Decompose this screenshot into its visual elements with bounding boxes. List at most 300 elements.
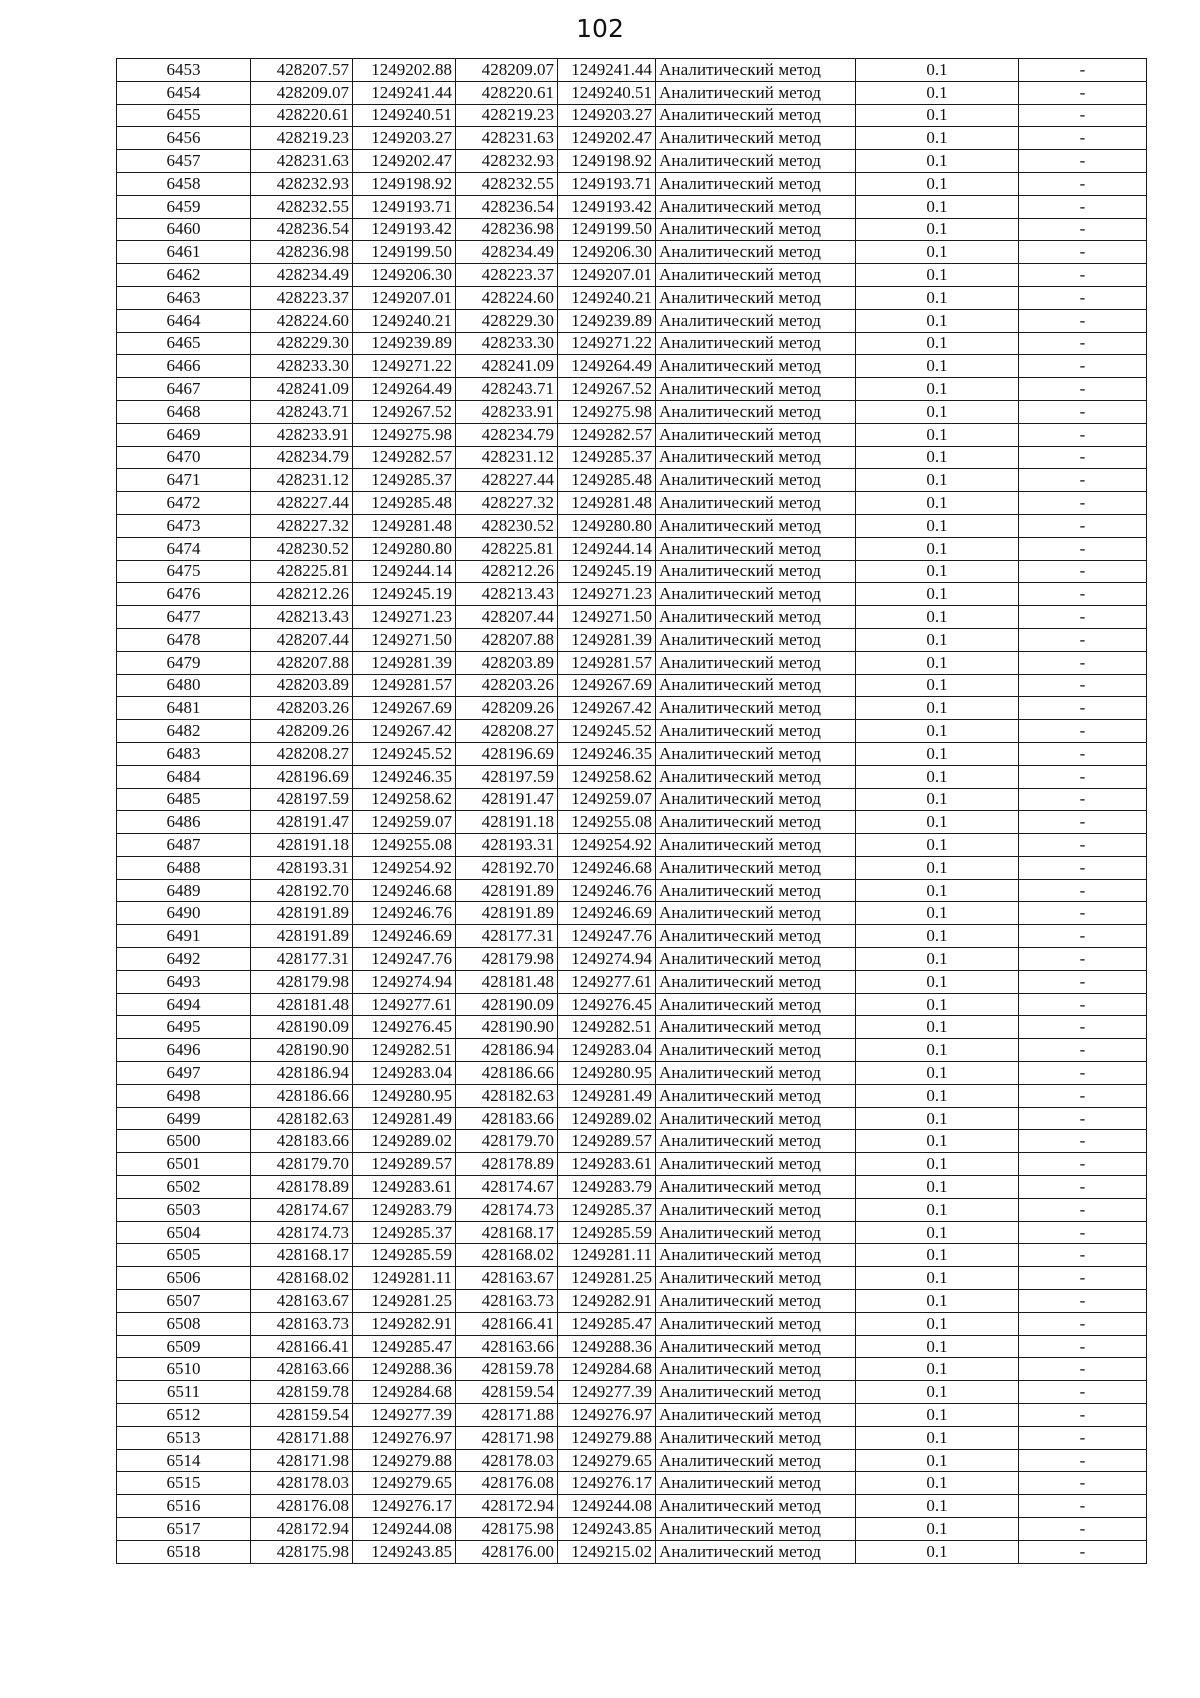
- note-cell: -: [1019, 195, 1147, 218]
- x-end-cell: 428209.07: [456, 59, 558, 82]
- table-row: [117, 834, 1147, 857]
- method-cell: Аналитический метод: [656, 241, 856, 264]
- y-end-cell: 1249277.39: [558, 1381, 656, 1404]
- y-end-cell: 1249281.25: [558, 1267, 656, 1290]
- table-row: [117, 218, 1147, 241]
- x-end-cell: 428168.17: [456, 1221, 558, 1244]
- x-start-cell: 428172.94: [251, 1518, 353, 1541]
- method-cell: Аналитический метод: [656, 1540, 856, 1563]
- method-cell: Аналитический метод: [656, 1335, 856, 1358]
- note-cell: -: [1019, 1540, 1147, 1563]
- y-end-cell: 1249246.76: [558, 879, 656, 902]
- method-cell: Аналитический метод: [656, 1016, 856, 1039]
- y-end-cell: 1249264.49: [558, 355, 656, 378]
- note-cell: -: [1019, 1472, 1147, 1495]
- y-end-cell: 1249267.69: [558, 674, 656, 697]
- x-end-cell: 428203.89: [456, 651, 558, 674]
- accuracy-cell: 0.1: [856, 1084, 1019, 1107]
- coordinates-table: [116, 58, 1147, 1564]
- table-row: [117, 1016, 1147, 1039]
- method-cell: Аналитический метод: [656, 560, 856, 583]
- point-number-cell: 6488: [117, 856, 251, 879]
- point-number-cell: 6513: [117, 1426, 251, 1449]
- table-row: [117, 172, 1147, 195]
- x-end-cell: 428159.78: [456, 1358, 558, 1381]
- method-cell: Аналитический метод: [656, 811, 856, 834]
- x-end-cell: 428220.61: [456, 81, 558, 104]
- y-end-cell: 1249259.07: [558, 788, 656, 811]
- y-start-cell: 1249271.22: [353, 355, 456, 378]
- method-cell: Аналитический метод: [656, 1244, 856, 1267]
- x-end-cell: 428213.43: [456, 583, 558, 606]
- method-cell: Аналитический метод: [656, 1449, 856, 1472]
- point-number-cell: 6492: [117, 948, 251, 971]
- accuracy-cell: 0.1: [856, 1039, 1019, 1062]
- method-cell: Аналитический метод: [656, 1084, 856, 1107]
- method-cell: Аналитический метод: [656, 628, 856, 651]
- method-cell: Аналитический метод: [656, 355, 856, 378]
- table-row: [117, 1084, 1147, 1107]
- note-cell: -: [1019, 378, 1147, 401]
- point-number-cell: 6464: [117, 309, 251, 332]
- x-end-cell: 428225.81: [456, 537, 558, 560]
- table-row: [117, 286, 1147, 309]
- method-cell: Аналитический метод: [656, 1472, 856, 1495]
- x-start-cell: 428178.03: [251, 1472, 353, 1495]
- point-number-cell: 6472: [117, 492, 251, 515]
- point-number-cell: 6500: [117, 1130, 251, 1153]
- point-number-cell: 6474: [117, 537, 251, 560]
- accuracy-cell: 0.1: [856, 1130, 1019, 1153]
- point-number-cell: 6460: [117, 218, 251, 241]
- accuracy-cell: 0.1: [856, 1198, 1019, 1221]
- note-cell: -: [1019, 59, 1147, 82]
- note-cell: -: [1019, 446, 1147, 469]
- y-start-cell: 1249246.68: [353, 879, 456, 902]
- x-end-cell: 428234.79: [456, 423, 558, 446]
- note-cell: -: [1019, 286, 1147, 309]
- method-cell: Аналитический метод: [656, 537, 856, 560]
- note-cell: -: [1019, 1062, 1147, 1085]
- y-start-cell: 1249280.95: [353, 1084, 456, 1107]
- method-cell: Аналитический метод: [656, 469, 856, 492]
- x-end-cell: 428227.44: [456, 469, 558, 492]
- y-start-cell: 1249243.85: [353, 1540, 456, 1563]
- y-start-cell: 1249280.80: [353, 537, 456, 560]
- table-row: [117, 492, 1147, 515]
- accuracy-cell: 0.1: [856, 674, 1019, 697]
- accuracy-cell: 0.1: [856, 1107, 1019, 1130]
- y-end-cell: 1249267.42: [558, 697, 656, 720]
- y-end-cell: 1249246.35: [558, 742, 656, 765]
- note-cell: -: [1019, 104, 1147, 127]
- x-start-cell: 428232.93: [251, 172, 353, 195]
- note-cell: -: [1019, 81, 1147, 104]
- x-start-cell: 428179.98: [251, 970, 353, 993]
- x-end-cell: 428175.98: [456, 1518, 558, 1541]
- x-start-cell: 428179.70: [251, 1153, 353, 1176]
- x-end-cell: 428179.70: [456, 1130, 558, 1153]
- point-number-cell: 6507: [117, 1290, 251, 1313]
- x-end-cell: 428182.63: [456, 1084, 558, 1107]
- accuracy-cell: 0.1: [856, 1540, 1019, 1563]
- y-start-cell: 1249206.30: [353, 264, 456, 287]
- x-start-cell: 428191.18: [251, 834, 353, 857]
- method-cell: Аналитический метод: [656, 59, 856, 82]
- y-start-cell: 1249283.79: [353, 1198, 456, 1221]
- x-start-cell: 428203.26: [251, 697, 353, 720]
- y-start-cell: 1249239.89: [353, 332, 456, 355]
- x-end-cell: 428176.08: [456, 1472, 558, 1495]
- note-cell: -: [1019, 879, 1147, 902]
- note-cell: -: [1019, 1084, 1147, 1107]
- point-number-cell: 6468: [117, 400, 251, 423]
- x-start-cell: 428234.49: [251, 264, 353, 287]
- table-row: [117, 628, 1147, 651]
- method-cell: Аналитический метод: [656, 1267, 856, 1290]
- table-row: [117, 1176, 1147, 1199]
- y-end-cell: 1249198.92: [558, 150, 656, 173]
- table-row: [117, 742, 1147, 765]
- table-row: [117, 697, 1147, 720]
- x-start-cell: 428174.73: [251, 1221, 353, 1244]
- point-number-cell: 6455: [117, 104, 251, 127]
- table-row: [117, 264, 1147, 287]
- accuracy-cell: 0.1: [856, 628, 1019, 651]
- x-start-cell: 428219.23: [251, 127, 353, 150]
- accuracy-cell: 0.1: [856, 925, 1019, 948]
- x-start-cell: 428231.12: [251, 469, 353, 492]
- x-start-cell: 428166.41: [251, 1335, 353, 1358]
- note-cell: -: [1019, 469, 1147, 492]
- y-start-cell: 1249281.57: [353, 674, 456, 697]
- y-start-cell: 1249277.39: [353, 1404, 456, 1427]
- y-end-cell: 1249247.76: [558, 925, 656, 948]
- y-end-cell: 1249285.48: [558, 469, 656, 492]
- x-end-cell: 428186.94: [456, 1039, 558, 1062]
- x-start-cell: 428227.44: [251, 492, 353, 515]
- accuracy-cell: 0.1: [856, 1153, 1019, 1176]
- y-end-cell: 1249282.57: [558, 423, 656, 446]
- y-end-cell: 1249281.48: [558, 492, 656, 515]
- x-start-cell: 428181.48: [251, 993, 353, 1016]
- method-cell: Аналитический метод: [656, 1039, 856, 1062]
- point-number-cell: 6463: [117, 286, 251, 309]
- y-start-cell: 1249202.47: [353, 150, 456, 173]
- accuracy-cell: 0.1: [856, 104, 1019, 127]
- x-start-cell: 428243.71: [251, 400, 353, 423]
- y-start-cell: 1249240.51: [353, 104, 456, 127]
- x-start-cell: 428191.89: [251, 902, 353, 925]
- x-start-cell: 428171.88: [251, 1426, 353, 1449]
- method-cell: Аналитический метод: [656, 583, 856, 606]
- y-end-cell: 1249244.08: [558, 1495, 656, 1518]
- method-cell: Аналитический метод: [656, 1381, 856, 1404]
- y-start-cell: 1249246.69: [353, 925, 456, 948]
- point-number-cell: 6509: [117, 1335, 251, 1358]
- y-end-cell: 1249285.37: [558, 1198, 656, 1221]
- x-end-cell: 428232.93: [456, 150, 558, 173]
- y-start-cell: 1249279.65: [353, 1472, 456, 1495]
- note-cell: -: [1019, 811, 1147, 834]
- point-number-cell: 6505: [117, 1244, 251, 1267]
- method-cell: Аналитический метод: [656, 1153, 856, 1176]
- accuracy-cell: 0.1: [856, 514, 1019, 537]
- table-row: [117, 469, 1147, 492]
- x-start-cell: 428241.09: [251, 378, 353, 401]
- point-number-cell: 6506: [117, 1267, 251, 1290]
- note-cell: -: [1019, 856, 1147, 879]
- table-row: [117, 1107, 1147, 1130]
- y-start-cell: 1249241.44: [353, 81, 456, 104]
- method-cell: Аналитический метод: [656, 1290, 856, 1313]
- table-row: [117, 948, 1147, 971]
- note-cell: -: [1019, 834, 1147, 857]
- method-cell: Аналитический метод: [656, 309, 856, 332]
- x-start-cell: 428174.67: [251, 1198, 353, 1221]
- x-end-cell: 428219.23: [456, 104, 558, 127]
- accuracy-cell: 0.1: [856, 902, 1019, 925]
- point-number-cell: 6469: [117, 423, 251, 446]
- x-end-cell: 428183.66: [456, 1107, 558, 1130]
- y-end-cell: 1249276.45: [558, 993, 656, 1016]
- y-start-cell: 1249267.52: [353, 400, 456, 423]
- y-end-cell: 1249267.52: [558, 378, 656, 401]
- note-cell: -: [1019, 1495, 1147, 1518]
- table-row: [117, 104, 1147, 127]
- note-cell: -: [1019, 1176, 1147, 1199]
- method-cell: Аналитический метод: [656, 127, 856, 150]
- y-end-cell: 1249284.68: [558, 1358, 656, 1381]
- y-end-cell: 1249289.02: [558, 1107, 656, 1130]
- table-row: [117, 606, 1147, 629]
- x-end-cell: 428178.89: [456, 1153, 558, 1176]
- x-start-cell: 428175.98: [251, 1540, 353, 1563]
- x-end-cell: 428178.03: [456, 1449, 558, 1472]
- method-cell: Аналитический метод: [656, 1107, 856, 1130]
- point-number-cell: 6514: [117, 1449, 251, 1472]
- table-row: [117, 651, 1147, 674]
- note-cell: -: [1019, 674, 1147, 697]
- table-row: [117, 378, 1147, 401]
- table-row: [117, 720, 1147, 743]
- note-cell: -: [1019, 697, 1147, 720]
- table-row: [117, 1267, 1147, 1290]
- y-start-cell: 1249285.37: [353, 1221, 456, 1244]
- x-start-cell: 428207.44: [251, 628, 353, 651]
- x-end-cell: 428172.94: [456, 1495, 558, 1518]
- x-end-cell: 428233.30: [456, 332, 558, 355]
- note-cell: -: [1019, 1153, 1147, 1176]
- method-cell: Аналитический метод: [656, 1176, 856, 1199]
- method-cell: Аналитический метод: [656, 948, 856, 971]
- accuracy-cell: 0.1: [856, 1176, 1019, 1199]
- point-number-cell: 6470: [117, 446, 251, 469]
- point-number-cell: 6499: [117, 1107, 251, 1130]
- x-end-cell: 428212.26: [456, 560, 558, 583]
- point-number-cell: 6494: [117, 993, 251, 1016]
- note-cell: -: [1019, 765, 1147, 788]
- x-start-cell: 428191.47: [251, 811, 353, 834]
- x-end-cell: 428196.69: [456, 742, 558, 765]
- accuracy-cell: 0.1: [856, 446, 1019, 469]
- accuracy-cell: 0.1: [856, 1335, 1019, 1358]
- accuracy-cell: 0.1: [856, 811, 1019, 834]
- y-end-cell: 1249244.14: [558, 537, 656, 560]
- accuracy-cell: 0.1: [856, 241, 1019, 264]
- accuracy-cell: 0.1: [856, 1495, 1019, 1518]
- point-number-cell: 6479: [117, 651, 251, 674]
- y-start-cell: 1249245.19: [353, 583, 456, 606]
- accuracy-cell: 0.1: [856, 423, 1019, 446]
- accuracy-cell: 0.1: [856, 970, 1019, 993]
- y-start-cell: 1249277.61: [353, 993, 456, 1016]
- table-row: [117, 241, 1147, 264]
- note-cell: -: [1019, 332, 1147, 355]
- x-start-cell: 428209.07: [251, 81, 353, 104]
- accuracy-cell: 0.1: [856, 834, 1019, 857]
- x-end-cell: 428234.49: [456, 241, 558, 264]
- y-end-cell: 1249215.02: [558, 1540, 656, 1563]
- table-row: [117, 1449, 1147, 1472]
- y-end-cell: 1249193.42: [558, 195, 656, 218]
- y-start-cell: 1249244.14: [353, 560, 456, 583]
- x-start-cell: 428212.26: [251, 583, 353, 606]
- x-start-cell: 428209.26: [251, 720, 353, 743]
- x-start-cell: 428229.30: [251, 332, 353, 355]
- x-start-cell: 428182.63: [251, 1107, 353, 1130]
- method-cell: Аналитический метод: [656, 606, 856, 629]
- table-row: [117, 400, 1147, 423]
- method-cell: Аналитический метод: [656, 1312, 856, 1335]
- note-cell: -: [1019, 948, 1147, 971]
- x-end-cell: 428243.71: [456, 378, 558, 401]
- note-cell: -: [1019, 1221, 1147, 1244]
- accuracy-cell: 0.1: [856, 400, 1019, 423]
- method-cell: Аналитический метод: [656, 172, 856, 195]
- table-row: [117, 514, 1147, 537]
- accuracy-cell: 0.1: [856, 583, 1019, 606]
- x-end-cell: 428232.55: [456, 172, 558, 195]
- y-start-cell: 1249276.97: [353, 1426, 456, 1449]
- method-cell: Аналитический метод: [656, 1221, 856, 1244]
- accuracy-cell: 0.1: [856, 651, 1019, 674]
- y-end-cell: 1249246.68: [558, 856, 656, 879]
- method-cell: Аналитический метод: [656, 150, 856, 173]
- accuracy-cell: 0.1: [856, 1312, 1019, 1335]
- x-end-cell: 428233.91: [456, 400, 558, 423]
- x-end-cell: 428191.89: [456, 902, 558, 925]
- table-body: [117, 59, 1147, 1564]
- point-number-cell: 6465: [117, 332, 251, 355]
- accuracy-cell: 0.1: [856, 1404, 1019, 1427]
- y-end-cell: 1249279.88: [558, 1426, 656, 1449]
- x-start-cell: 428183.66: [251, 1130, 353, 1153]
- method-cell: Аналитический метод: [656, 378, 856, 401]
- x-start-cell: 428223.37: [251, 286, 353, 309]
- point-number-cell: 6496: [117, 1039, 251, 1062]
- table-row: [117, 879, 1147, 902]
- y-end-cell: 1249254.92: [558, 834, 656, 857]
- accuracy-cell: 0.1: [856, 1381, 1019, 1404]
- x-end-cell: 428193.31: [456, 834, 558, 857]
- note-cell: -: [1019, 1426, 1147, 1449]
- note-cell: -: [1019, 514, 1147, 537]
- point-number-cell: 6489: [117, 879, 251, 902]
- table-row: [117, 765, 1147, 788]
- note-cell: -: [1019, 925, 1147, 948]
- point-number-cell: 6516: [117, 1495, 251, 1518]
- y-start-cell: 1249283.04: [353, 1062, 456, 1085]
- x-end-cell: 428230.52: [456, 514, 558, 537]
- x-end-cell: 428186.66: [456, 1062, 558, 1085]
- table-row: [117, 970, 1147, 993]
- table-row: [117, 1244, 1147, 1267]
- note-cell: -: [1019, 150, 1147, 173]
- y-start-cell: 1249198.92: [353, 172, 456, 195]
- y-start-cell: 1249276.17: [353, 1495, 456, 1518]
- x-start-cell: 428234.79: [251, 446, 353, 469]
- y-end-cell: 1249245.19: [558, 560, 656, 583]
- x-end-cell: 428191.89: [456, 879, 558, 902]
- note-cell: -: [1019, 1312, 1147, 1335]
- point-number-cell: 6518: [117, 1540, 251, 1563]
- x-start-cell: 428171.98: [251, 1449, 353, 1472]
- x-end-cell: 428163.67: [456, 1267, 558, 1290]
- point-number-cell: 6491: [117, 925, 251, 948]
- accuracy-cell: 0.1: [856, 1221, 1019, 1244]
- y-start-cell: 1249282.91: [353, 1312, 456, 1335]
- y-start-cell: 1249271.50: [353, 628, 456, 651]
- point-number-cell: 6454: [117, 81, 251, 104]
- note-cell: -: [1019, 172, 1147, 195]
- accuracy-cell: 0.1: [856, 1426, 1019, 1449]
- table-row: [117, 583, 1147, 606]
- note-cell: -: [1019, 1267, 1147, 1290]
- method-cell: Аналитический метод: [656, 264, 856, 287]
- accuracy-cell: 0.1: [856, 81, 1019, 104]
- x-end-cell: 428176.00: [456, 1540, 558, 1563]
- x-start-cell: 428220.61: [251, 104, 353, 127]
- accuracy-cell: 0.1: [856, 1290, 1019, 1313]
- x-end-cell: 428231.63: [456, 127, 558, 150]
- x-start-cell: 428176.08: [251, 1495, 353, 1518]
- x-start-cell: 428190.09: [251, 1016, 353, 1039]
- point-number-cell: 6502: [117, 1176, 251, 1199]
- accuracy-cell: 0.1: [856, 264, 1019, 287]
- point-number-cell: 6477: [117, 606, 251, 629]
- y-end-cell: 1249283.79: [558, 1176, 656, 1199]
- x-end-cell: 428236.54: [456, 195, 558, 218]
- method-cell: Аналитический метод: [656, 902, 856, 925]
- method-cell: Аналитический метод: [656, 1358, 856, 1381]
- note-cell: -: [1019, 1381, 1147, 1404]
- x-end-cell: 428190.90: [456, 1016, 558, 1039]
- table-row: [117, 1221, 1147, 1244]
- y-start-cell: 1249285.48: [353, 492, 456, 515]
- x-end-cell: 428231.12: [456, 446, 558, 469]
- x-start-cell: 428178.89: [251, 1176, 353, 1199]
- point-number-cell: 6503: [117, 1198, 251, 1221]
- method-cell: Аналитический метод: [656, 720, 856, 743]
- y-end-cell: 1249281.39: [558, 628, 656, 651]
- x-start-cell: 428186.94: [251, 1062, 353, 1085]
- method-cell: Аналитический метод: [656, 104, 856, 127]
- x-end-cell: 428174.73: [456, 1198, 558, 1221]
- y-start-cell: 1249285.47: [353, 1335, 456, 1358]
- x-start-cell: 428186.66: [251, 1084, 353, 1107]
- table-row: [117, 150, 1147, 173]
